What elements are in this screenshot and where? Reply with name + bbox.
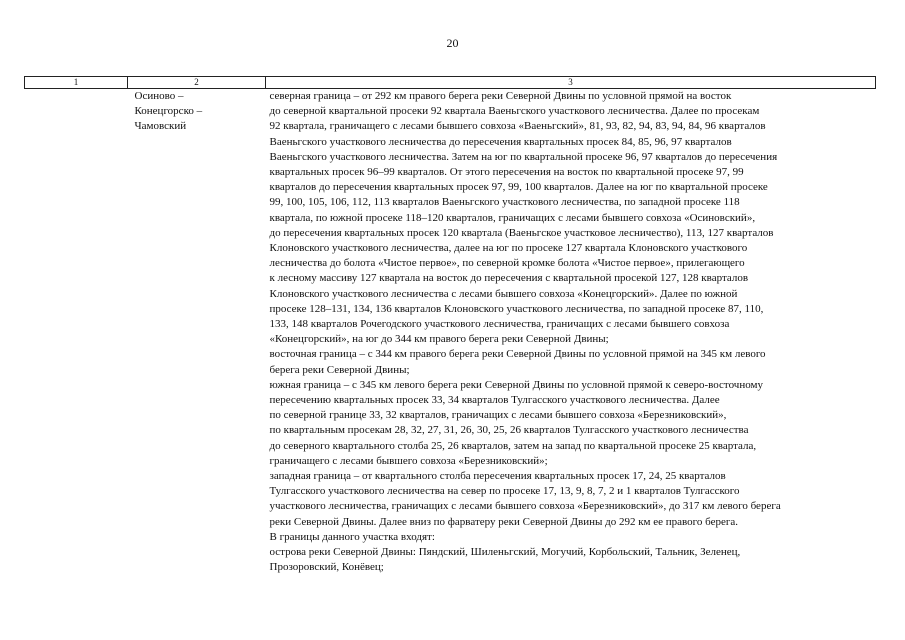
description-line: квартала, по южной просеке 118–120 кварталов, граничащих с лесами бывшего совхоза «Осиновский»,	[269, 211, 756, 224]
description-line: северная граница – от 292 км правого берега реки Северной Двины по условной прямой на восток	[269, 90, 732, 102]
description-line: реки Северной Двины. Далее вниз по фарватеру реки Северной Двины до 292 км ее правого берега.	[269, 515, 739, 528]
description-line: до пересечения квартальных просек 120 квартала (Ваеньгское участковое лесничество), 113, 127 кварталов	[269, 226, 774, 239]
description-line: Клоновского участкового лесничества, далее на юг по просеке 127 квартала Клоновского участкового	[269, 242, 748, 255]
description-line: 99, 100, 105, 106, 112, 113 кварталов Ваеньгского участкового лесничества, по западной просеке 118	[269, 196, 740, 209]
description-line: западная граница – от квартального столба пересечения квартальных просек 17, 24, 25 кварталов	[269, 470, 726, 483]
table-row	[25, 89, 876, 576]
description-line: Клоновского участкового лесничества с лесами бывшего совхоза «Конецгорский». Далее по южной	[269, 287, 738, 300]
boundary-description-cell	[266, 89, 876, 576]
description-line: Ваеньгского участкового лесничества. Затем на юг по квартальной просеке 96, 97 кварталов до пересечения	[269, 150, 778, 163]
description-line: граничащего с лесами бывшего совхоза «Березниковский»;	[269, 454, 548, 467]
description-line: пересечению квартальных просек 33, 34 кварталов Тулгасского участкового лесничества. Далее	[269, 394, 720, 407]
description-line: квартальных просек 96–99 кварталов. От этого пересечения на восток по квартальной просеке 97, 99	[269, 166, 744, 179]
description-line: Тулгасского участкового лесничества на север по просеке 17, 13, 9, 8, 7, 2 и 1 кварталов Тулгасского	[269, 485, 740, 498]
description-line: до северного квартального столба 25, 26 кварталов, затем на запад по квартальной просеке 25 квартала,	[269, 439, 757, 452]
description-line: просеке 128–131, 134, 136 кварталов Клоновского участкового лесничества, по западной просеке 87, 110,	[269, 302, 764, 315]
page-number: 20	[446, 36, 459, 50]
column-number-3: 3	[266, 77, 876, 89]
description-line: восточная граница – с 344 км правого берега реки Северной Двины по условной прямой на 345 км левого	[269, 348, 766, 361]
region-name-line: Чамовский	[134, 120, 187, 133]
description-line: по северной границе 33, 32 кварталов, граничащих с лесами бывшего совхоза «Березниковский»,	[269, 409, 727, 422]
description-line: южная граница – с 345 км левого берега реки Северной Двины по условной прямой к северо-восточному	[269, 378, 763, 391]
description-line: острова реки Северной Двины: Пяндский, Шиленьгский, Могучий, Корбольский, Тальник, Зеленец,	[269, 546, 741, 559]
description-line: кварталов до пересечения квартальных просек 97, 99, 100 кварталов. Далее на юг по квартальной просеке	[269, 181, 768, 194]
region-name-line: Осиново –	[134, 90, 184, 102]
description-line: участкового лесничества, граничащих с лесами бывшего совхоза «Березниковский», до 317 км левого берега	[269, 500, 781, 513]
description-line: лесничества до болота «Чистое первое», по северной кромке болота «Чистое первое», прилегающего	[269, 257, 745, 270]
description-line: «Конецгорский», на юг до 344 км правого берега реки Северной Двины;	[269, 333, 609, 346]
description-line: к лесному массиву 127 квартала на восток до пересечения с квартальной просекой 127, 128 кварталов	[269, 272, 749, 285]
description-line: берега реки Северной Двины;	[269, 363, 410, 376]
column-number-row	[25, 77, 876, 89]
column-number-2: 2	[128, 77, 266, 89]
description-line: В границы данного участка входят:	[269, 530, 435, 543]
description-line: до северной квартальной просеки 92 квартала Ваеньгского участкового лесничества. Далее по просекам	[269, 105, 760, 118]
description-line: Прозоровский, Конёвец;	[269, 561, 384, 574]
column-number-1: 1	[25, 77, 128, 89]
region-name-line: Конецгорско –	[134, 105, 203, 118]
row-number-cell	[25, 89, 128, 576]
boundary-table	[24, 76, 876, 576]
description-line: по квартальным просекам 28, 32, 27, 31, 26, 30, 25, 26 кварталов Тулгасского участкового лесничества	[269, 424, 749, 437]
region-name-cell	[128, 89, 266, 576]
description-line: 92 квартала, граничащего с лесами бывшего совхоза «Ваеньгский», 81, 93, 82, 94, 83, 94, 84, 96 кварталов	[269, 120, 766, 133]
description-line: 133, 148 кварталов Рочегодского участкового лесничества, граничащих с лесами бывшего совхоза	[269, 318, 730, 331]
description-line: Ваеньгского участкового лесничества до пересечения квартальных просек 84, 85, 96, 97 кварталов	[269, 135, 732, 148]
